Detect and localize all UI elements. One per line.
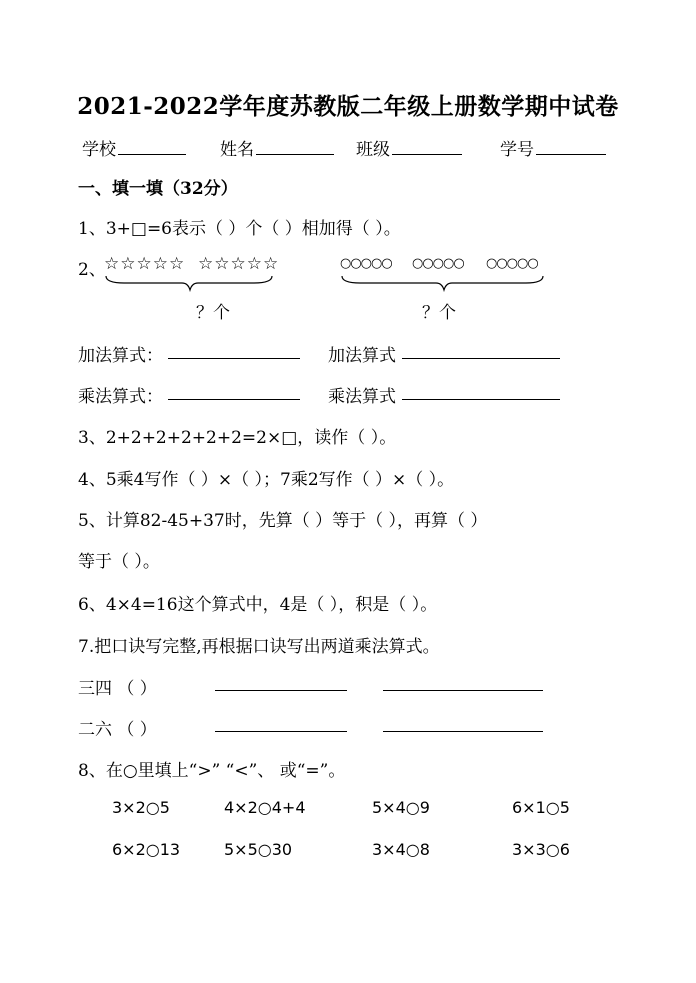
compare-item: 6×2○13 (112, 840, 181, 859)
exam-title: 2021-2022学年度苏教版二年级上册数学期中试卷 (77, 93, 619, 120)
mul-formula-label-right: 乘法算式 (328, 387, 396, 407)
q7-row2-blank-1[interactable] (215, 731, 347, 732)
class-blank[interactable] (392, 153, 462, 155)
mul-formula-label-left: 乘法算式： (78, 387, 163, 407)
school-field (82, 135, 186, 160)
question-4: 4、5乘4写作（ ）×（ ）；7乘2写作（ ）×（ ）。 (78, 470, 455, 490)
compare-item: 5×5○30 (224, 840, 293, 859)
question-5-line-1: 5、计算82-45+37时，先算（ ）等于（ ），再算（ ） (78, 511, 488, 531)
circle-group-2: ○○○○○ (412, 256, 464, 271)
compare-item: 4×2○4+4 (224, 798, 306, 817)
section-heading: 一、填一填（32分） (78, 179, 238, 199)
name-blank[interactable] (256, 153, 334, 155)
compare-item: 5×4○9 (372, 798, 430, 817)
star-group-1: ☆☆☆☆☆ (104, 254, 186, 274)
question-7-row-1: 三四 （ ） (78, 679, 157, 699)
question-5-line-2: 等于（ ）。 (78, 552, 160, 572)
question-7-row-2: 二六 （ ） (78, 720, 157, 740)
star-group-2: ☆☆☆☆☆ (198, 254, 280, 274)
q7-row1-blank-1[interactable] (215, 690, 347, 691)
student-number-label: 学号 (500, 140, 534, 160)
compare-item: 3×2○5 (112, 798, 170, 817)
school-blank[interactable] (118, 153, 186, 155)
class-label: 班级 (356, 140, 390, 160)
add-formula-label-left: 加法算式： (78, 346, 163, 366)
add-formula-label-right: 加法算式 (328, 346, 396, 366)
student-number-blank[interactable] (536, 153, 606, 155)
question-mark-left: ？个 (196, 303, 230, 323)
compare-item: 6×1○5 (512, 798, 570, 817)
compare-item: 3×3○6 (512, 840, 570, 859)
compare-item: 3×4○8 (372, 840, 430, 859)
school-label: 学校 (82, 140, 116, 160)
q7-row1-blank-2[interactable] (383, 690, 543, 691)
q7-row2-blank-2[interactable] (383, 731, 543, 732)
question-6: 6、4×4=16这个算式中，4是（ ），积是（ ）。 (78, 595, 438, 615)
circle-group-3: ○○○○○ (486, 256, 538, 271)
question-8-prompt: 8、在○里填上“>” “<”、 或“=”。 (78, 761, 346, 781)
question-2-number: 2、 (78, 260, 106, 280)
student-number-field (500, 135, 606, 160)
mul-formula-blank-right[interactable] (402, 399, 560, 400)
add-formula-blank-left[interactable] (168, 358, 300, 359)
circle-group-1: ○○○○○ (340, 256, 392, 271)
question-mark-right: ？个 (422, 303, 456, 323)
class-field (356, 135, 462, 160)
add-formula-blank-right[interactable] (402, 358, 560, 359)
star-brace (104, 274, 274, 292)
name-field (220, 135, 334, 160)
question-7-prompt: 7.把口诀写完整,再根据口诀写出两道乘法算式。 (78, 637, 440, 657)
name-label: 姓名 (220, 140, 254, 160)
question-3: 3、2+2+2+2+2+2=2×□，读作（ ）。 (78, 428, 397, 448)
question-1: 1、3+□=6表示（ ）个（ ）相加得（ ）。 (78, 219, 401, 239)
circle-brace (340, 274, 545, 292)
mul-formula-blank-left[interactable] (168, 399, 300, 400)
